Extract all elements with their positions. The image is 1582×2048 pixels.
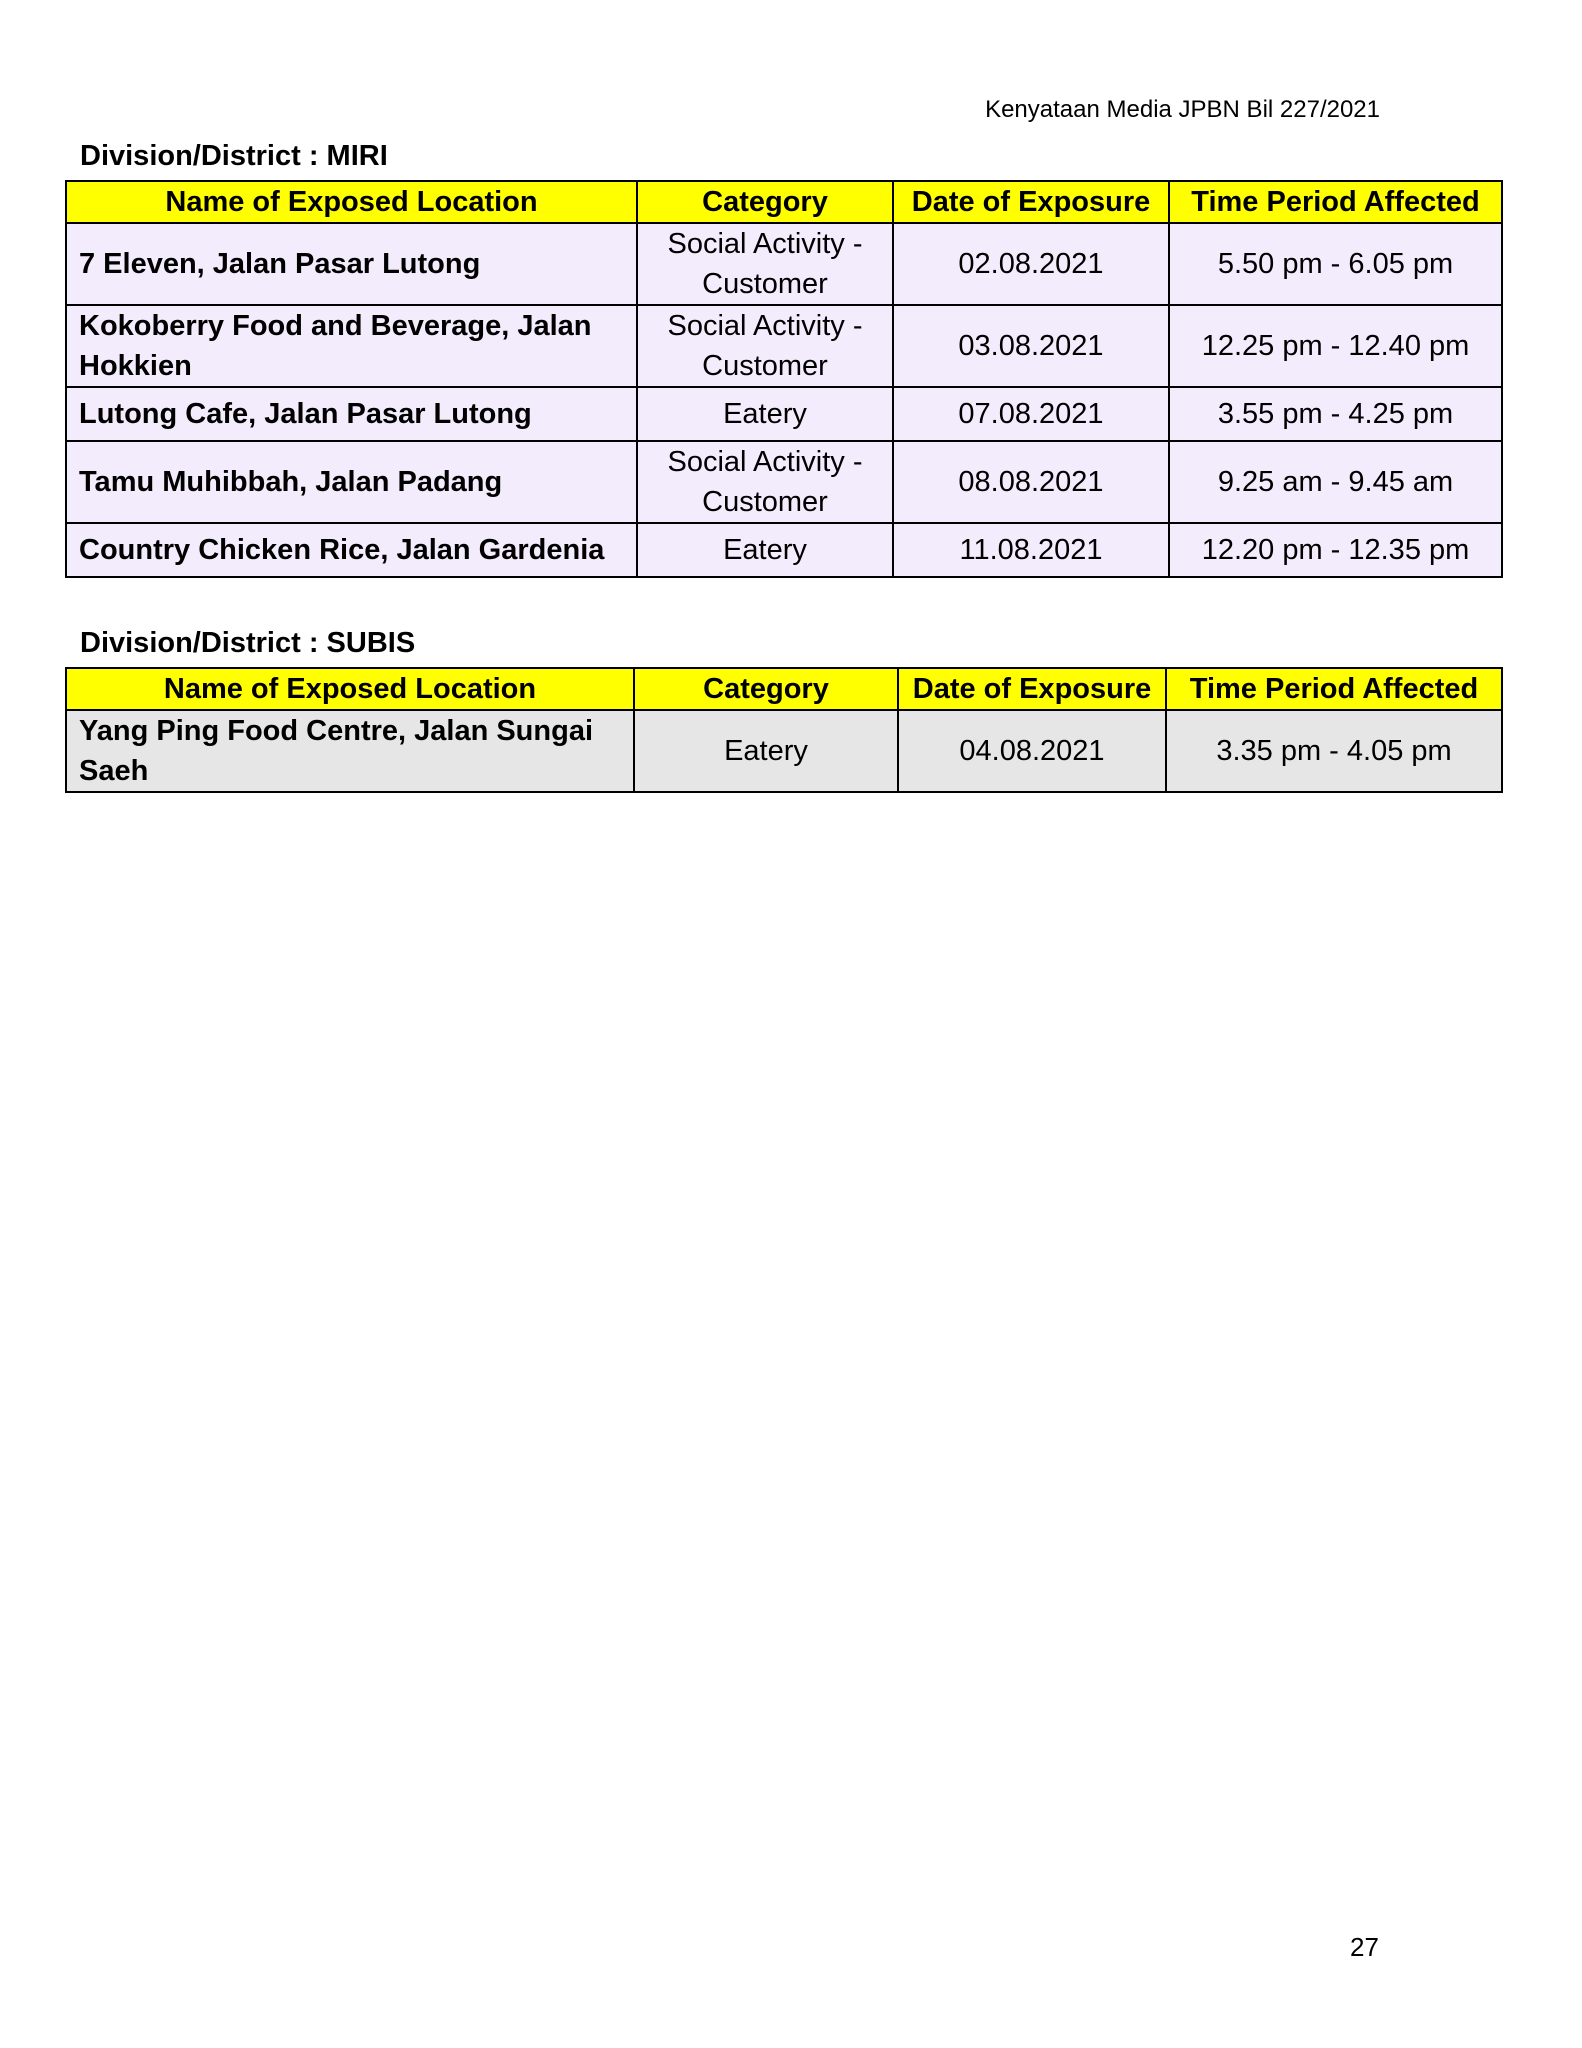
exposure-table [65,180,1503,578]
time-cell: 9.25 am - 9.45 am [1169,441,1502,523]
date-cell: 02.08.2021 [893,223,1169,305]
section-subis [65,625,1501,793]
location-cell: Yang Ping Food Centre, Jalan Sungai Saeh [66,710,634,792]
table-header-row [66,181,1502,223]
time-cell: 5.50 pm - 6.05 pm [1169,223,1502,305]
table-header-row [66,668,1502,710]
section-miri [65,138,1501,578]
column-header: Time Period Affected [1169,181,1502,223]
date-cell: 08.08.2021 [893,441,1169,523]
exposure-table [65,667,1503,793]
location-cell: Tamu Muhibbah, Jalan Padang [66,441,637,523]
date-cell: 07.08.2021 [893,387,1169,441]
column-header: Category [637,181,893,223]
category-cell: Eatery [637,523,893,577]
category-cell: Eatery [637,387,893,441]
column-header: Name of Exposed Location [66,668,634,710]
table-row [66,387,1502,441]
column-header: Category [634,668,898,710]
section-title: Division/District : SUBIS [80,627,416,659]
page-number: 27 [1350,1932,1379,1962]
location-cell: 7 Eleven, Jalan Pasar Lutong [66,223,637,305]
column-header: Date of Exposure [893,181,1169,223]
category-cell: Social Activity - Customer [637,305,893,387]
date-cell: 11.08.2021 [893,523,1169,577]
location-cell: Lutong Cafe, Jalan Pasar Lutong [66,387,637,441]
table-row [66,523,1502,577]
time-cell: 12.25 pm - 12.40 pm [1169,305,1502,387]
date-cell: 03.08.2021 [893,305,1169,387]
column-header: Name of Exposed Location [66,181,637,223]
location-cell: Kokoberry Food and Beverage, Jalan Hokkien [66,305,637,387]
table-row [66,305,1502,387]
time-cell: 3.35 pm - 4.05 pm [1166,710,1502,792]
location-cell: Country Chicken Rice, Jalan Gardenia [66,523,637,577]
table-row [66,441,1502,523]
date-cell: 04.08.2021 [898,710,1166,792]
category-cell: Social Activity - Customer [637,223,893,305]
category-cell: Social Activity - Customer [637,441,893,523]
section-title: Division/District : MIRI [80,140,388,172]
category-cell: Eatery [634,710,898,792]
table-row [66,710,1502,792]
document-header: Kenyataan Media JPBN Bil 227/2021 [985,96,1380,123]
table-row [66,223,1502,305]
time-cell: 12.20 pm - 12.35 pm [1169,523,1502,577]
column-header: Time Period Affected [1166,668,1502,710]
time-cell: 3.55 pm - 4.25 pm [1169,387,1502,441]
column-header: Date of Exposure [898,668,1166,710]
